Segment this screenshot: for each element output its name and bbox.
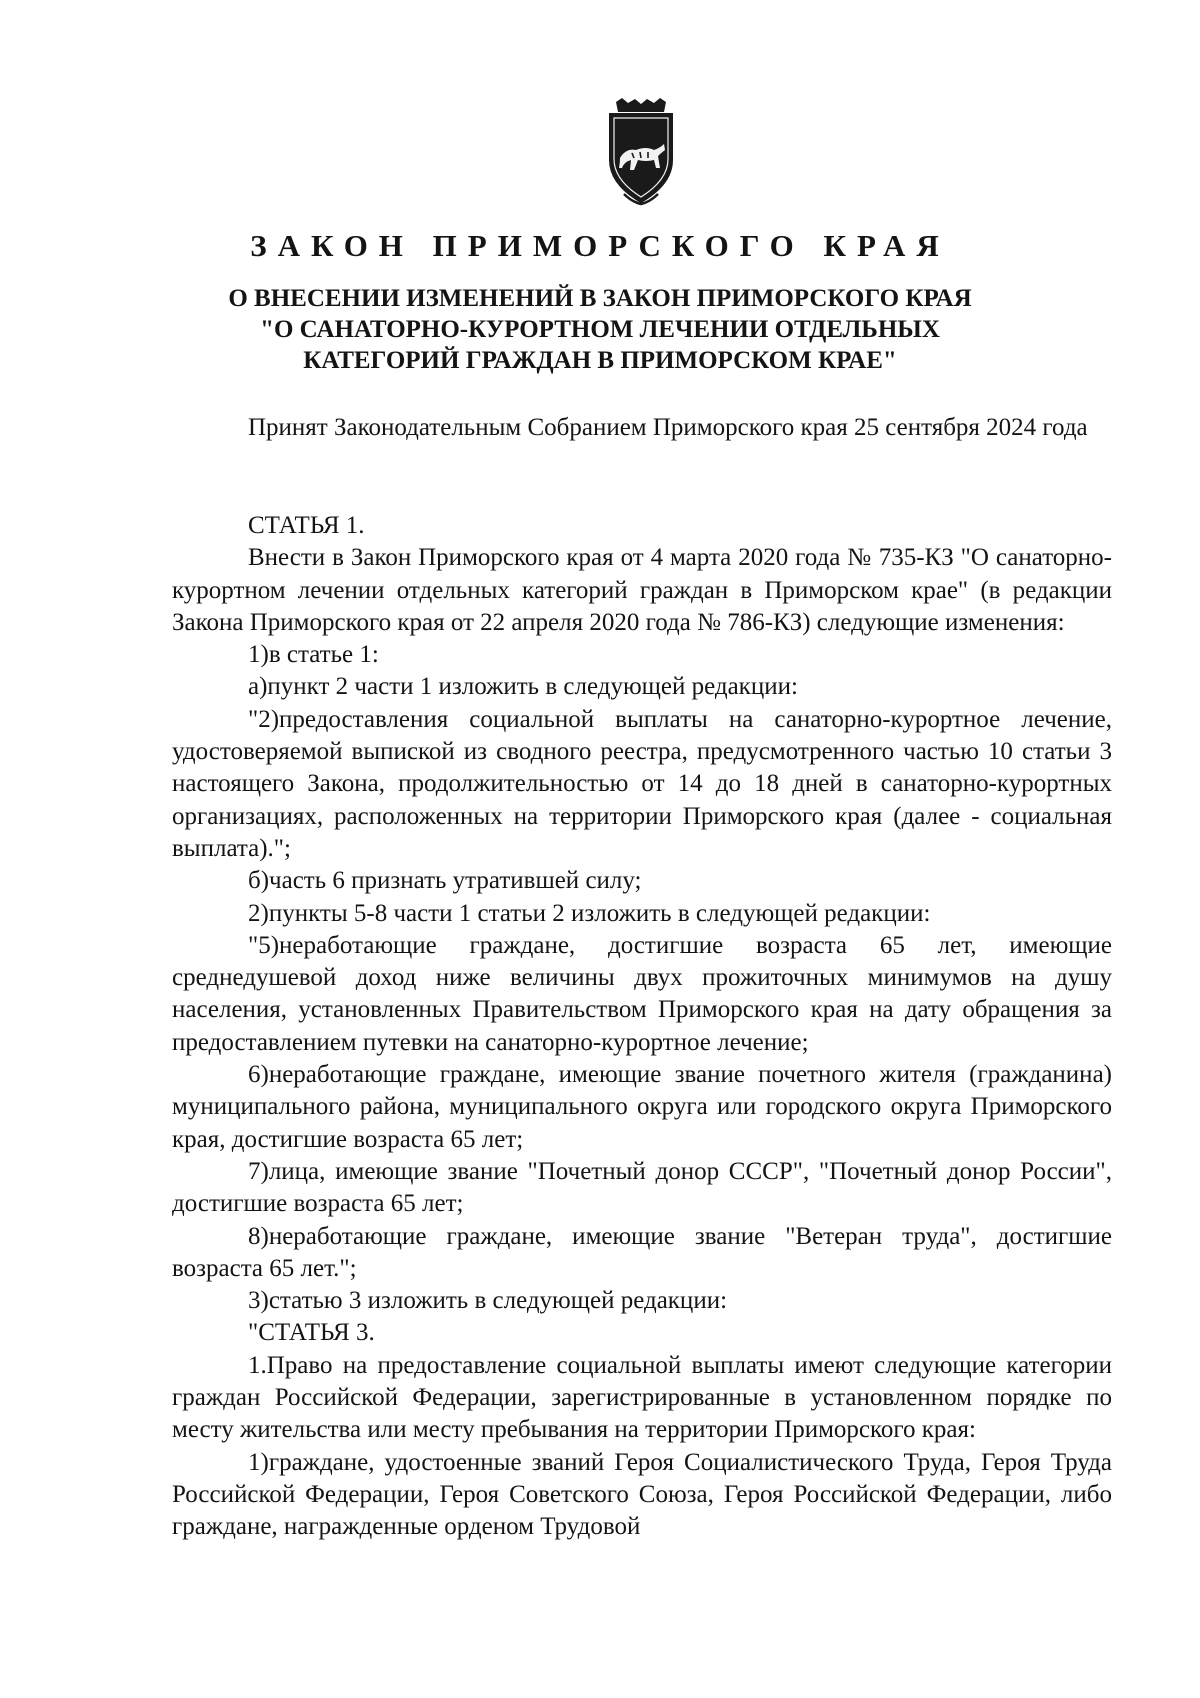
adoption-note [172, 412, 1112, 444]
paragraph: Внести в Закон Приморского края от 4 марта 2020 года № 735-КЗ "О санаторно-курортном лечении отдельных категорий граждан в Приморском крае" (в редакции Закона Приморского края от 22 апреля 2020 года № 786-КЗ) следующие изменения: [172, 544, 1112, 636]
coat-of-arms-icon [602, 98, 680, 208]
paragraph: "5)неработающие граждане, достигшие возраста 65 лет, имеющие среднедушевой доход ниже величины двух прожиточных минимумов на душу населения, установленных Правительством Приморского края на дату обращения за предоставлением путевки на санаторно-курортное лечение; [172, 931, 1112, 1056]
article-heading: СТАТЬЯ 1. [248, 512, 365, 539]
paragraph: 3)статью 3 изложить в следующей редакции: [248, 1287, 728, 1315]
paragraph: "СТАТЬЯ 3. [248, 1319, 375, 1347]
subtitle-line: КАТЕГОРИЙ ГРАЖДАН В ПРИМОРСКОМ КРАЕ" [303, 347, 897, 374]
paragraph: 6)неработающие граждане, имеющие звание почетного жителя (гражданина) муниципального района, муниципального округа или городского округа Приморского края, достигшие возраста 65 лет; [172, 1061, 1112, 1153]
paragraph: 1.Право на предоставление социальной выплаты имеют следующие категории граждан Российской Федерации, зарегистрированные в установленном порядке по месту жительства или месту пребывания на территории Приморского края: [172, 1351, 1112, 1444]
subtitle-line: О ВНЕСЕНИИ ИЗМЕНЕНИЙ В ЗАКОН ПРИМОРСКОГО КРАЯ [228, 285, 972, 312]
paragraph: "2)предоставления социальной выплаты на санаторно-курортное лечение, удостоверяемой выпиской из сводного реестра, предусмотренного частью 10 статьи 3 настоящего Закона, продолжительностью от 14 до 18 дней в санаторно-курортных организациях, расположенных на территории Приморского края (далее - социальная выплата)."; [172, 705, 1112, 862]
subtitle-line: "О САНАТОРНО-КУРОРТНОМ ЛЕЧЕНИИ ОТДЕЛЬНЫХ [260, 316, 940, 343]
paragraph: 1)в статье 1: [248, 641, 379, 669]
paragraph: а)пункт 2 части 1 изложить в следующей редакции: [248, 673, 798, 701]
paragraph: 1)граждане, удостоенные званий Героя Социалистического Труда, Героя Труда Российской Федерации, Героя Советского Союза, Героя Российской Федерации, либо граждане, награжденные орденом Трудовой [172, 1448, 1112, 1541]
article-1 [172, 510, 1112, 1544]
law-title: ЗАКОН ПРИМОРСКОГО КРАЯ [250, 228, 950, 263]
paragraph: 8)неработающие граждане, имеющие звание "Ветеран труда", достигшие возраста 65 лет."; [172, 1222, 1112, 1282]
paragraph: 7)лица, имеющие звание "Почетный донор СССР", "Почетный донор России", достигшие возраста 65 лет; [172, 1157, 1112, 1218]
law-subtitle [150, 283, 1050, 376]
adoption-text: Принят Законодательным Собранием Приморского края 25 сентября 2024 года [248, 414, 1088, 441]
paragraph: б)часть 6 признать утратившей силу; [248, 867, 642, 895]
paragraph: 2)пункты 5-8 части 1 статьи 2 изложить в следующей редакции: [248, 899, 931, 927]
